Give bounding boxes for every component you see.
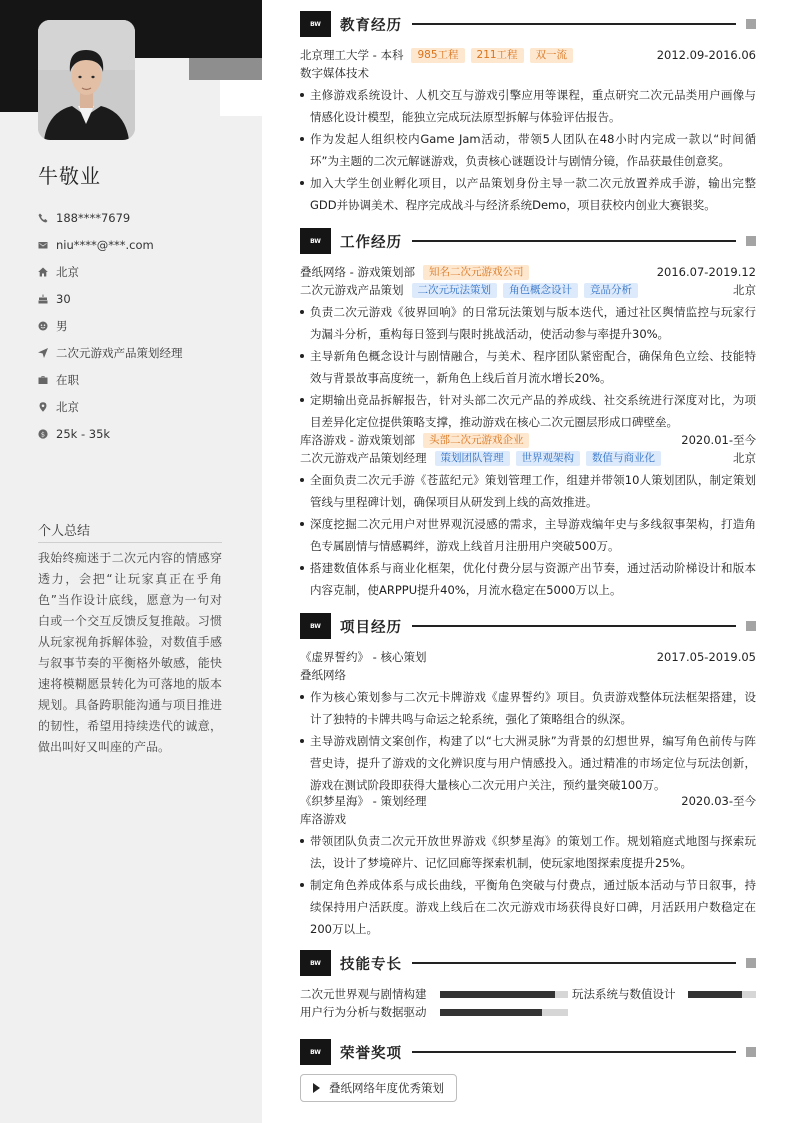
section-title: 荣誉奖项 — [340, 1045, 402, 1062]
bullet-item: 主修游戏系统设计、人机交互与游戏引擎应用等课程，重点研究二次元品类用户画像与情感化设计模型，能独立完成玩法原型拆解与体验评估报告。 — [300, 84, 756, 128]
project-bullets — [300, 830, 756, 940]
project-company: 库洛游戏 — [300, 812, 346, 826]
skill-level — [440, 1009, 542, 1016]
home-icon — [38, 267, 56, 277]
contact-phone — [38, 204, 238, 231]
section-rule — [412, 240, 736, 242]
position: 二次元游戏产品策划 — [300, 283, 404, 297]
company-tag: 头部二次元游戏企业 — [423, 433, 530, 448]
work-bullets — [300, 301, 756, 433]
work-city: 北京 — [733, 451, 756, 465]
skill-level — [440, 991, 555, 998]
skills-list — [300, 985, 756, 1021]
school-tag: 双一流 — [530, 48, 574, 63]
section-badge: BW — [300, 11, 331, 37]
bullet-item: 主导新角色概念设计与剧情融合，与美术、程序团队紧密配合，确保角色立绘、技能特效与背景故事高度统一，新角色上线后首月流水增长20%。 — [300, 345, 756, 389]
send-icon — [38, 348, 56, 358]
summary-title: 个人总结 — [38, 520, 222, 543]
header-white-accent — [220, 80, 262, 116]
skill-tag: 数值与商业化 — [586, 451, 661, 466]
education-date: 2012.09-2016.06 — [656, 48, 756, 62]
award-title: 叠纸网络年度优秀策划 — [329, 1081, 444, 1095]
contact-salary — [38, 420, 238, 447]
skill-tag: 世界观架构 — [516, 451, 581, 466]
work-date: 2020.01-至今 — [681, 433, 756, 447]
skill-tag: 角色概念设计 — [503, 283, 578, 298]
salary-icon — [38, 429, 56, 439]
work-bullets — [300, 469, 756, 601]
contact-age — [38, 285, 238, 312]
briefcase-icon — [38, 375, 56, 385]
company-tag: 知名二次元游戏公司 — [423, 265, 530, 280]
skill-bar — [440, 1009, 568, 1016]
contact-location — [38, 393, 238, 420]
bullet-item: 作为核心策划参与二次元卡牌游戏《虚界誓约》项目。负责游戏整体玩法框架搭建，设计了独特的卡牌共鸣与命运之轮系统，强化了策略组合的纵深。 — [300, 686, 756, 730]
section-square — [746, 1047, 756, 1057]
skill-name: 二次元世界观与剧情构建 — [300, 987, 427, 1001]
contact-value: 北京 — [56, 264, 79, 279]
section-badge: BW — [300, 950, 331, 976]
contact-value: 二次元游戏产品策划经理 — [56, 345, 183, 360]
contact-value: 30 — [56, 291, 71, 306]
work-city: 北京 — [733, 283, 756, 297]
project-company: 叠纸网络 — [300, 668, 346, 682]
contact-value: 北京 — [56, 399, 79, 414]
skill-name: 玩法系统与数值设计 — [572, 987, 676, 1001]
bullet-item: 加入大学生创业孵化项目，以产品策划身份主导一款二次元放置养成手游，输出完整GDD并协调美术、程序完成战斗与经济系统Demo，项目获校内创业大赛银奖。 — [300, 172, 756, 216]
bullet-item: 定期输出竞品拆解报告，针对头部二次元产品的养成线、社交系统进行深度对比，为项目差异化定位提供策略支撑，推动游戏在核心二次元圈层形成口碑壁垒。 — [300, 389, 756, 433]
project-date: 2017.05-2019.05 — [656, 650, 756, 664]
bullet-item: 全面负责二次元手游《苍蓝纪元》策划管理工作，组建并带领10人策划团队，制定策划管线与里程碑计划，确保项目从研发到上线的高效推进。 — [300, 469, 756, 513]
company-name: 库洛游戏 - 游戏策划部 — [300, 433, 415, 447]
project-entry — [300, 648, 756, 796]
section-title: 教育经历 — [340, 17, 402, 34]
contact-gender — [38, 312, 238, 339]
section-title: 工作经历 — [340, 234, 402, 251]
skill-level — [688, 991, 742, 998]
honors-section-header — [300, 1039, 756, 1065]
contact-status — [38, 366, 238, 393]
skill-bar — [440, 991, 568, 998]
section-badge: BW — [300, 228, 331, 254]
position: 二次元游戏产品策划经理 — [300, 451, 427, 465]
section-square — [746, 19, 756, 29]
avatar — [38, 20, 135, 140]
email-icon — [38, 240, 56, 250]
candidate-name: 牛敬业 — [38, 164, 101, 188]
section-rule — [412, 23, 736, 25]
skill-tag: 二次元玩法策划 — [412, 283, 498, 298]
skills-section-header — [300, 950, 756, 976]
skill-tag: 竞品分析 — [584, 283, 638, 298]
contact-value: niu****@***.com — [56, 237, 154, 252]
project-date: 2020.03-至今 — [681, 794, 756, 808]
bullet-item: 制定角色养成体系与成长曲线，平衡角色突破与付费点，通过版本活动与节日叙事，持续保持用户活跃度。游戏上线后在二次元游戏市场获得良好口碑，月活跃用户数稳定在200万以上。 — [300, 874, 756, 940]
school-tag: 211工程 — [471, 48, 524, 63]
project-bullets — [300, 686, 756, 796]
section-rule — [412, 962, 736, 964]
education-bullets — [300, 84, 756, 216]
bullet-item: 负责二次元游戏《彼界回响》的日常玩法策划与版本迭代，通过社区舆情监控与玩家行为漏斗分析，重构每日签到与限时挑战活动，使活动参与率提升30%。 — [300, 301, 756, 345]
cake-icon — [38, 294, 56, 304]
header-grey-accent — [189, 58, 262, 80]
section-title: 技能专长 — [340, 956, 402, 973]
award-item — [300, 1074, 457, 1102]
skill-name: 用户行为分析与数据驱动 — [300, 1005, 427, 1019]
section-title: 项目经历 — [340, 619, 402, 636]
skill-tag: 策划团队管理 — [435, 451, 510, 466]
bullet-item: 主导游戏剧情文案创作，构建了以“七大洲灵脉”为背景的幻想世界，编写角色前传与阵营史诗，提升了游戏的文化辨识度与用户情感投入。通过精准的市场定位与玩法创新，游戏在测试阶段即获得大量核心二次元用户关注，预约量突破100万。 — [300, 730, 756, 796]
section-square — [746, 236, 756, 246]
bullet-item: 搭建数值体系与商业化框架，优化付费分层与资源产出节奏，通过活动阶梯设计和版本内容克制，使ARPPU提升40%，月流水稳定在5000万以上。 — [300, 557, 756, 601]
work-section-header — [300, 228, 756, 254]
project-entry — [300, 792, 756, 940]
work-entry — [300, 431, 756, 601]
contact-value: 188****7679 — [56, 210, 131, 225]
major: 数字媒体技术 — [300, 66, 369, 80]
contact-value: 男 — [56, 318, 68, 333]
contact-home — [38, 258, 238, 285]
contact-value: 25k - 35k — [56, 426, 111, 441]
gender-icon — [38, 321, 56, 331]
play-triangle-icon — [313, 1083, 320, 1093]
section-badge: BW — [300, 1039, 331, 1065]
contact-list — [38, 204, 238, 447]
school-tag: 985工程 — [411, 48, 464, 63]
contact-value: 在职 — [56, 372, 79, 387]
school-name: 北京理工大学 - 本科 — [300, 48, 404, 62]
education-entry — [300, 46, 756, 216]
work-date: 2016.07-2019.12 — [656, 265, 756, 279]
section-rule — [412, 1051, 736, 1053]
avatar-photo — [38, 20, 135, 140]
education-section-header — [300, 11, 756, 37]
project-section-header — [300, 613, 756, 639]
bullet-item: 深度挖掘二次元用户对世界观沉浸感的需求，主导游戏编年史与多线叙事架构，打造角色专属剧情与情感羁绊，游戏上线首月注册用户突破500万。 — [300, 513, 756, 557]
skill-bar — [688, 991, 756, 998]
section-rule — [412, 625, 736, 627]
phone-icon — [38, 213, 56, 223]
contact-intention — [38, 339, 238, 366]
bullet-item: 带领团队负责二次元开放世界游戏《织梦星海》的策划工作。规划箱庭式地图与探索玩法，设计了梦境碎片、记忆回廊等探索机制，使玩家地图探索度提升25%。 — [300, 830, 756, 874]
contact-email — [38, 231, 238, 258]
section-badge: BW — [300, 613, 331, 639]
svg-text:$: $ — [40, 429, 46, 438]
summary-text: 我始终痴迷于二次元内容的情感穿透力，会把“让玩家真正在乎角色”当作设计底线，愿意为一句对白或一个交互反馈反复推敲。习惯从玩家视角拆解体验，对数值手感与叙事节奏的平衡格外敏感，能快速将模糊愿景转化为可落地的版本规划。具备跨职能沟通与项目推进的韧性，希望用持续迭代的诚意，做出叫好又叫座的产品。 — [38, 551, 222, 754]
project-name: 《虚界誓约》 - 核心策划 — [300, 650, 427, 664]
sidebar — [0, 0, 262, 1123]
section-square — [746, 621, 756, 631]
bullet-item: 作为发起人组织校内Game Jam活动，带领5人团队在48小时内完成一款以“时间循环”为主题的二次元解谜游戏，负责核心谜题设计与剧情分镜，作品获最佳创意奖。 — [300, 128, 756, 172]
header-dark-corner — [0, 58, 38, 112]
section-square — [746, 958, 756, 968]
location-icon — [38, 402, 56, 412]
company-name: 叠纸网络 - 游戏策划部 — [300, 265, 415, 279]
project-name: 《织梦星海》 - 策划经理 — [300, 794, 427, 808]
work-entry — [300, 263, 756, 433]
